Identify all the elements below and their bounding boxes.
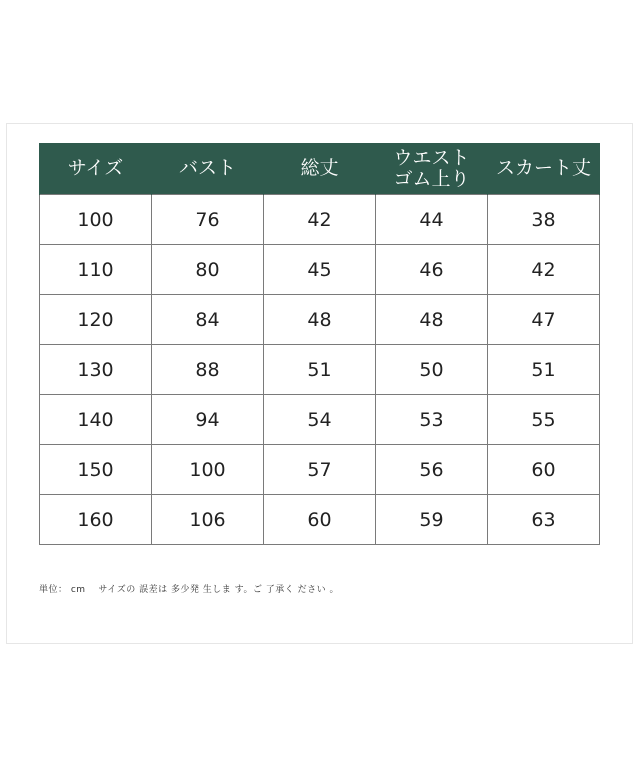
table-row <box>40 445 600 495</box>
cell-total-length: 45 <box>264 245 376 295</box>
table-row <box>40 395 600 445</box>
table-row <box>40 245 600 295</box>
table-row <box>40 295 600 345</box>
cell-skirt-length: 55 <box>488 395 600 445</box>
table-row <box>40 495 600 545</box>
cell-size: 110 <box>40 245 152 295</box>
size-chart-table <box>39 143 600 545</box>
cell-skirt-length: 38 <box>488 195 600 245</box>
cell-size: 160 <box>40 495 152 545</box>
cell-waist-elastic: 56 <box>376 445 488 495</box>
cell-total-length: 54 <box>264 395 376 445</box>
header-size: サイズ <box>40 143 152 195</box>
cell-total-length: 48 <box>264 295 376 345</box>
header-waist-elastic <box>376 143 488 195</box>
cell-size: 120 <box>40 295 152 345</box>
cell-total-length: 60 <box>264 495 376 545</box>
cell-waist-elastic: 50 <box>376 345 488 395</box>
cell-skirt-length: 63 <box>488 495 600 545</box>
cell-bust: 84 <box>152 295 264 345</box>
table-row <box>40 195 600 245</box>
header-waist-label: ウエスト ゴム上り <box>393 146 470 190</box>
table-body <box>40 195 600 545</box>
cell-size: 150 <box>40 445 152 495</box>
cell-waist-elastic: 53 <box>376 395 488 445</box>
table-row <box>40 345 600 395</box>
cell-waist-elastic: 46 <box>376 245 488 295</box>
cell-size: 140 <box>40 395 152 445</box>
cell-skirt-length: 42 <box>488 245 600 295</box>
header-bust: バスト <box>152 143 264 195</box>
size-note: 単位： cm サイズの 誤差は 多少発 生しま す。ご 了承く ださい 。 <box>39 585 340 595</box>
cell-total-length: 57 <box>264 445 376 495</box>
cell-total-length: 51 <box>264 345 376 395</box>
cell-bust: 76 <box>152 195 264 245</box>
cell-bust: 80 <box>152 245 264 295</box>
cell-size: 130 <box>40 345 152 395</box>
cell-waist-elastic: 48 <box>376 295 488 345</box>
header-row <box>40 143 600 195</box>
cell-skirt-length: 51 <box>488 345 600 395</box>
cell-total-length: 42 <box>264 195 376 245</box>
cell-waist-elastic: 44 <box>376 195 488 245</box>
cell-bust: 88 <box>152 345 264 395</box>
cell-bust: 94 <box>152 395 264 445</box>
header-skirt-length: スカート丈 <box>488 143 600 195</box>
cell-size: 100 <box>40 195 152 245</box>
cell-bust: 100 <box>152 445 264 495</box>
header-total-length: 総丈 <box>264 143 376 195</box>
cell-skirt-length: 47 <box>488 295 600 345</box>
cell-skirt-length: 60 <box>488 445 600 495</box>
cell-bust: 106 <box>152 495 264 545</box>
cell-waist-elastic: 59 <box>376 495 488 545</box>
